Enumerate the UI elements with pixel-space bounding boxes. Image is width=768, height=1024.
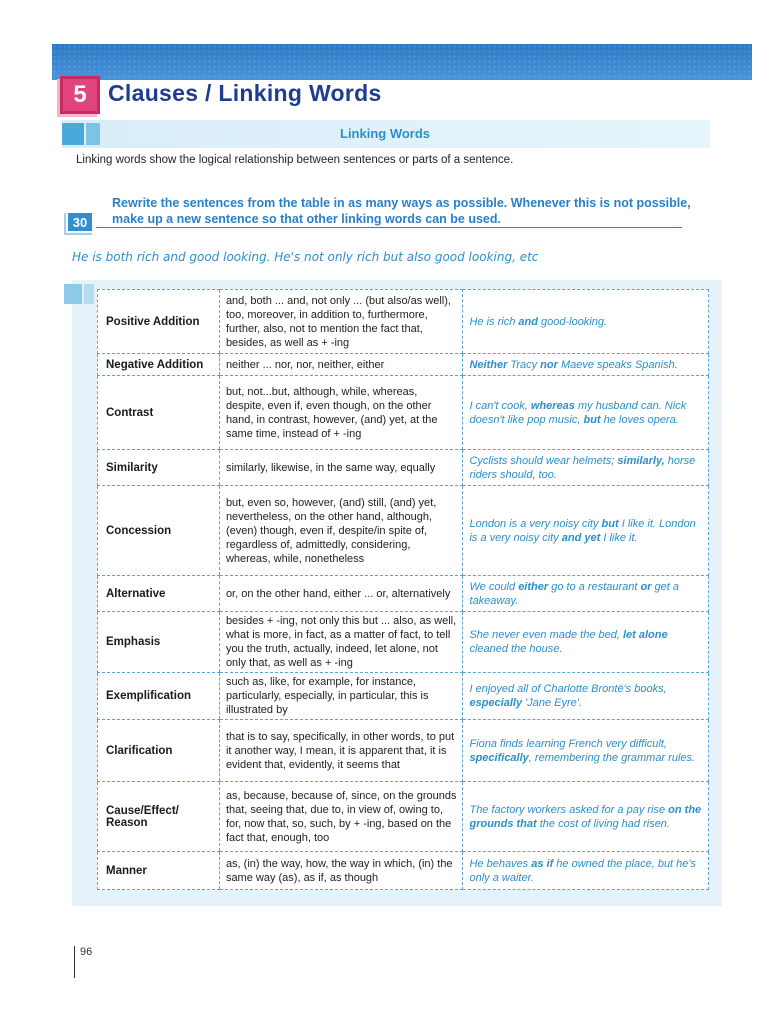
section-title: Linking Words <box>340 126 431 141</box>
table-decor-squares <box>64 284 94 306</box>
example-cell <box>463 486 709 576</box>
example-text: , remembering the grammar rules. <box>528 751 696 764</box>
example-keyword: specifically <box>469 751 529 764</box>
linking-words-cell: and, both ... and, not only ... (but also/as well), too, moreover, in addition to, furthermore, further, also, not to mention the fact that, besides, as well as + -ing <box>219 290 463 354</box>
intro-text: Linking words show the logical relationship between sentences or parts of a sentence. <box>76 154 514 166</box>
table-row <box>98 376 709 450</box>
example-text: cleaned the house. <box>469 643 563 655</box>
linking-words-cell: that is to say, specifically, in other words, to put it another way, I mean, it is apparent that, it is evident that, evidently, it seems that <box>219 720 463 782</box>
exercise-underline <box>96 227 682 228</box>
linking-words-cell: as, because, because of, since, on the grounds that, seeing that, due to, in view of, owing to, for, now that, so, such, by + -ing, based on the fact that, enough, too <box>219 782 463 852</box>
example-keyword: whereas <box>530 399 575 412</box>
example-cell <box>463 290 709 354</box>
table-row <box>98 673 709 720</box>
example-text: Fiona finds learning French very difficult, <box>469 737 667 750</box>
example-text: he loves opera. <box>600 413 679 426</box>
example-text: I can't cook, <box>469 399 531 412</box>
example-cell <box>463 720 709 782</box>
example-keyword: and <box>518 315 538 328</box>
category-cell: Clarification <box>98 720 220 782</box>
example-text: He is rich <box>469 315 519 328</box>
example-text: horse riders should, too. <box>469 454 696 481</box>
example-keyword: and yet <box>561 531 601 544</box>
category-cell: Emphasis <box>98 612 220 673</box>
category-cell: Manner <box>98 852 220 890</box>
example-keyword: as if <box>531 857 554 870</box>
example-text: good-looking. <box>537 315 608 328</box>
page-number-rule <box>74 946 75 978</box>
page-number: 96 <box>80 946 93 958</box>
exercise-example: He is both rich and good looking. He's not only rich but also good looking, etc <box>72 250 539 264</box>
example-keyword: on the grounds that <box>469 803 702 830</box>
example-keyword: but <box>601 517 619 530</box>
example-text: London is a very noisy city <box>469 517 602 530</box>
unit-number-badge <box>60 76 100 114</box>
section-decor-squares <box>62 123 102 145</box>
example-cell <box>463 673 709 720</box>
example-text: my husband can. Nick doesn't like pop music, <box>469 399 687 426</box>
example-cell <box>463 852 709 890</box>
table-row <box>98 576 709 612</box>
linking-words-cell: but, not...but, although, while, whereas, despite, even if, even though, on the other hand, in contrast, however, (and) yet, at the same time, instead of + -ing <box>219 376 463 450</box>
category-cell: Negative Addition <box>98 354 220 376</box>
table-row <box>98 486 709 576</box>
linking-words-cell: such as, like, for example, for instance, particularly, especially, in particular, this is illustrated by <box>219 673 463 720</box>
example-keyword: Neither <box>469 358 508 371</box>
table-row <box>98 450 709 486</box>
example-text: She never even made the bed, <box>469 629 623 641</box>
linking-words-cell: but, even so, however, (and) still, (and) yet, nevertheless, on the other hand, although, (even) though, even if, despite/in spite of, regardless of, admittedly, considering, whereas, while, nonetheless <box>219 486 463 576</box>
top-banner <box>52 44 752 80</box>
category-cell: Similarity <box>98 450 220 486</box>
example-cell <box>463 450 709 486</box>
example-text: Tracy <box>507 358 541 371</box>
example-text: We could <box>469 580 519 593</box>
table-row <box>98 782 709 852</box>
example-text: Cyclists should wear helmets; <box>469 454 618 467</box>
example-text: get a takeaway. <box>469 580 680 607</box>
linking-words-cell: or, on the other hand, either ... or, alternatively <box>219 576 463 612</box>
example-keyword: or <box>640 580 652 593</box>
example-text: The factory workers asked for a pay rise <box>469 803 669 816</box>
example-cell <box>463 612 709 673</box>
category-cell: Contrast <box>98 376 220 450</box>
example-cell <box>463 376 709 450</box>
unit-number: 5 <box>73 81 87 108</box>
example-text: He behaves <box>469 857 532 870</box>
exercise-number: 30 <box>72 214 88 230</box>
example-keyword: similarly, <box>617 454 665 467</box>
example-text: go to a restaurant <box>548 580 641 593</box>
example-text: I like it. <box>600 531 638 544</box>
example-text: 'Jane Eyre'. <box>522 697 582 709</box>
example-keyword: either <box>518 580 549 593</box>
table-row <box>98 720 709 782</box>
example-cell <box>463 354 709 376</box>
linking-words-cell: besides + -ing, not only this but ... also, as well, what is more, in fact, as a matter of fact, to tell you the truth, actually, indeed, let alone, not only that, as well as + -ing <box>219 612 463 673</box>
category-cell: Concession <box>98 486 220 576</box>
example-text: Maeve speaks Spanish. <box>557 358 678 371</box>
example-cell <box>463 576 709 612</box>
example-keyword: but <box>583 413 601 426</box>
example-keyword: let alone <box>622 629 668 641</box>
example-keyword: nor <box>540 358 558 371</box>
table-row <box>98 852 709 890</box>
category-cell: Cause/Effect/ Reason <box>98 782 220 852</box>
table-row <box>98 612 709 673</box>
example-cell <box>463 782 709 852</box>
table-row <box>98 354 709 376</box>
linking-words-cell: as, (in) the way, how, the way in which, (in) the same way (as), as if, as though <box>219 852 463 890</box>
linking-words-cell: neither ... nor, nor, neither, either <box>219 354 463 376</box>
category-cell: Positive Addition <box>98 290 220 354</box>
example-keyword: especially <box>469 697 523 709</box>
exercise-number-badge <box>66 211 94 233</box>
linking-words-table <box>97 289 709 890</box>
unit-title: Clauses / Linking Words <box>108 80 382 106</box>
category-cell: Alternative <box>98 576 220 612</box>
exercise-instruction: Rewrite the sentences from the table in as many ways as possible. Whenever this is not possible, make up a new sentence so that other linking words can be used. <box>112 196 691 226</box>
example-text: I like it. London is a very noisy city <box>469 517 696 544</box>
example-text: he owned the place, but he's only a waiter. <box>469 857 697 884</box>
example-text: I enjoyed all of Charlotte Brontë's books, <box>469 683 667 695</box>
table-row <box>98 290 709 354</box>
category-cell: Exemplification <box>98 673 220 720</box>
example-text: the cost of living had risen. <box>536 817 670 830</box>
linking-words-cell: similarly, likewise, in the same way, equally <box>219 450 463 486</box>
